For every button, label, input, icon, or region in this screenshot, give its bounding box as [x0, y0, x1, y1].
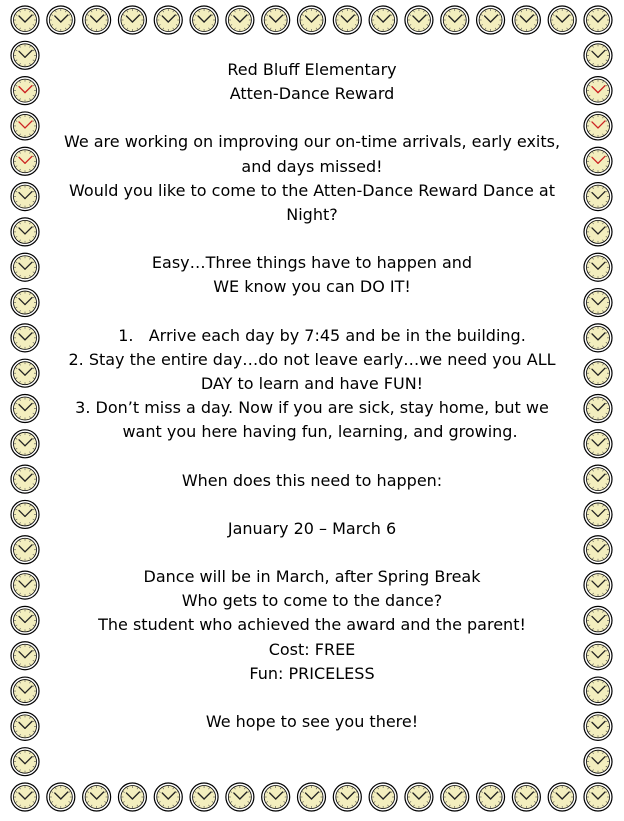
clock-icon — [584, 289, 612, 317]
flyer-title: Atten-Dance Reward — [229, 84, 395, 104]
clock-icon — [11, 77, 39, 105]
closing-line: We hope to see you there! — [205, 712, 419, 732]
clock-icon — [11, 324, 39, 352]
when-question: When does this need to happen: — [181, 470, 443, 490]
easy-line: WE know you can DO IT! — [213, 277, 411, 297]
clock-icon — [226, 783, 254, 811]
clock-icon — [584, 41, 612, 69]
clock-icon — [11, 359, 39, 387]
clock-icon — [584, 147, 612, 175]
clock-icon — [11, 748, 39, 776]
clock-icon — [298, 6, 326, 34]
clock-icon — [584, 712, 612, 740]
step-item — [52, 348, 572, 372]
clock-icon — [83, 6, 111, 34]
step-text: Stay the entire day…do not leave early…we need you ALL — [88, 349, 556, 369]
intro-line: and days missed! — [241, 156, 383, 176]
clock-icon — [11, 677, 39, 705]
clock-icon — [584, 571, 612, 599]
clock-icon — [47, 783, 75, 811]
clock-icon — [11, 41, 39, 69]
clock-icon — [333, 6, 361, 34]
clock-icon — [11, 536, 39, 564]
date-range: January 20 – March 6 — [227, 518, 397, 538]
clock-icon — [226, 6, 254, 34]
school-name: Red Bluff Elementary — [227, 60, 397, 79]
clock-icon — [584, 253, 612, 281]
clock-icon — [584, 359, 612, 387]
clock-icon — [118, 6, 146, 34]
clock-icon — [11, 147, 39, 175]
clock-icon — [11, 500, 39, 528]
step-continuation: want you here having fun, learning, and growing. — [122, 422, 518, 442]
clock-icon — [47, 6, 75, 34]
step-item — [62, 324, 582, 348]
clock-icon — [441, 6, 469, 34]
clock-icon — [190, 783, 218, 811]
clock-icon — [584, 430, 612, 458]
clock-icon — [11, 112, 39, 140]
clock-icon — [512, 6, 540, 34]
clock-icon — [83, 783, 111, 811]
question-line: Would you like to come to the Atten-Dance Reward Dance at — [69, 180, 555, 200]
question-line: Night? — [286, 205, 338, 225]
clock-icon — [11, 430, 39, 458]
step-continuation: DAY to learn and have FUN! — [200, 374, 424, 394]
clock-icon — [584, 677, 612, 705]
clock-icon — [584, 465, 612, 493]
clock-icon — [369, 783, 397, 811]
clock-icon — [11, 253, 39, 281]
clock-icon — [548, 783, 576, 811]
clock-icon — [154, 6, 182, 34]
clock-icon — [584, 6, 612, 34]
dance-when: Dance will be in March, after Spring Break — [143, 567, 481, 587]
step-item — [52, 396, 572, 420]
clock-icon — [11, 183, 39, 211]
clock-icon — [11, 289, 39, 317]
clock-icon — [154, 783, 182, 811]
clock-icon — [11, 712, 39, 740]
clock-icon — [262, 783, 290, 811]
step-number: 1. — [118, 325, 134, 345]
clock-icon — [11, 465, 39, 493]
clock-icon — [548, 6, 576, 34]
clock-icon — [262, 6, 290, 34]
step-number: 3. — [75, 398, 91, 418]
clock-icon — [584, 324, 612, 352]
clock-icon — [298, 783, 326, 811]
clock-icon — [11, 6, 39, 34]
clock-icon — [11, 218, 39, 246]
clock-icon — [584, 77, 612, 105]
clock-icon — [11, 606, 39, 634]
clock-icon — [584, 606, 612, 634]
intro-line: We are working on improving our on-time arrivals, early exits, — [63, 132, 561, 152]
clock-icon — [405, 783, 433, 811]
clock-icon — [477, 783, 505, 811]
easy-line: Easy…Three things have to happen and — [151, 253, 473, 273]
fun-line: Fun: PRICELESS — [249, 663, 375, 683]
clock-icon — [369, 6, 397, 34]
who-answer: The student who achieved the award and the parent! — [98, 615, 526, 635]
clock-icon — [11, 783, 39, 811]
step-number: 2. — [68, 349, 84, 369]
clock-icon — [190, 6, 218, 34]
step-text: Arrive each day by 7:45 and be in the building. — [148, 325, 526, 345]
clock-icon — [333, 783, 361, 811]
who-question: Who gets to come to the dance? — [181, 591, 443, 611]
clock-icon — [584, 783, 612, 811]
step-text: Don’t miss a day. Now if you are sick, stay home, but we — [95, 398, 549, 418]
flyer-content — [52, 58, 572, 734]
clock-icon — [512, 783, 540, 811]
clock-icon — [584, 218, 612, 246]
clock-icon — [11, 571, 39, 599]
clock-icon — [441, 783, 469, 811]
clock-icon — [11, 395, 39, 423]
clock-icon — [584, 395, 612, 423]
clock-icon — [584, 748, 612, 776]
clock-icon — [584, 536, 612, 564]
clock-icon — [118, 783, 146, 811]
clock-icon — [584, 183, 612, 211]
cost-line: Cost: FREE — [268, 639, 356, 659]
clock-icon — [477, 6, 505, 34]
clock-icon — [584, 112, 612, 140]
clock-icon — [11, 642, 39, 670]
clock-icon — [584, 500, 612, 528]
clock-icon — [405, 6, 433, 34]
clock-icon — [584, 642, 612, 670]
